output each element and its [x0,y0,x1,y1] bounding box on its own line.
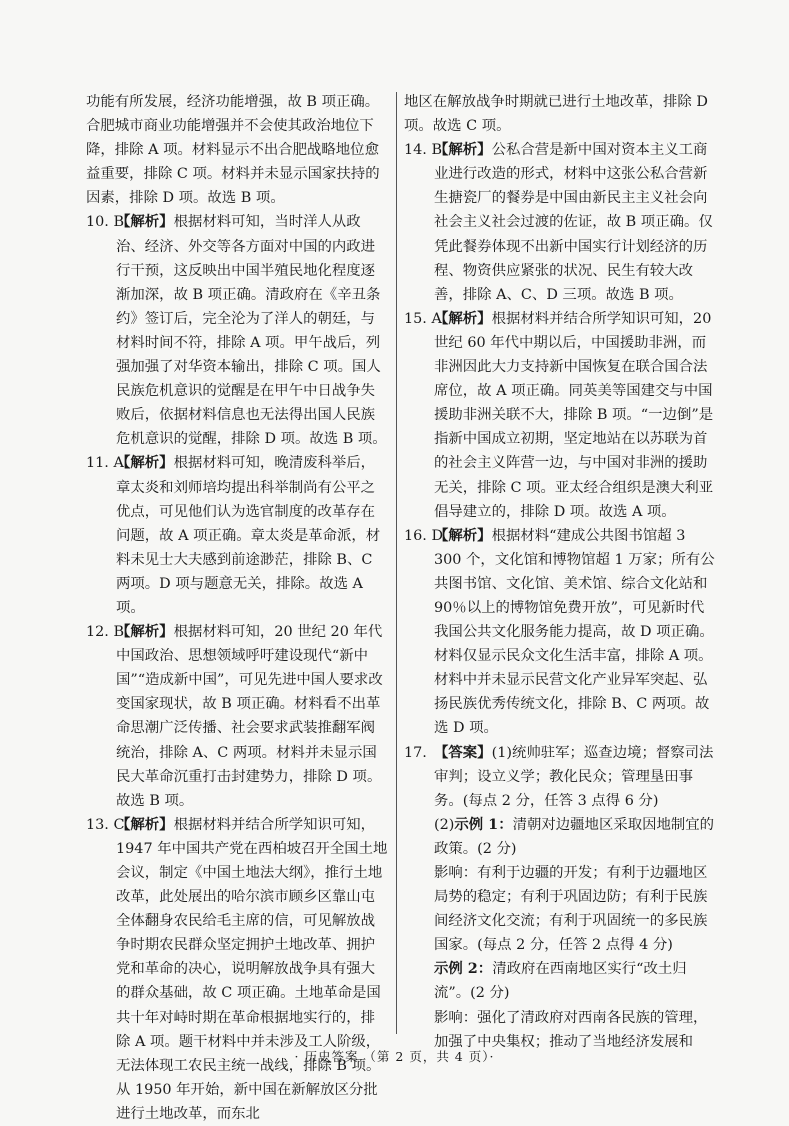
answer-text: 地区在解放战争时期就已进行土地改革，排除 D 项。故选 C 项。 [404,94,708,135]
right-column [404,90,716,1054]
answer-text: 公私合营是新中国对资本主义工商业进行改造的形式，材料中这张公私合营新生搪瓷厂的餐券是中国由新民主主义社会向社会主义社会过渡的佐证，故 B 项正确。仅凭此餐券体现不出新中国实行计划经济的历程、物资供应紧张的状况、民生有较大改善，排除 A、C、D 三项。故选 B 项。 [434,142,713,303]
answer-text: 根据材料并结合所学知识可知，1947 年中国共产党在西柏坡召开全国土地会议，制定《中国土地法大纲》，推行土地改革，此处展出的哈尔滨市顾乡区靠山屯全体翻身农民给毛主席的信，可见解放战争时期农民群众坚定拥护土地改革、拥护党和革命的决心，说明解放战争具有强大的群众基础，故 C 项正确。土地革命是国共十年对峙时期在革命根据地实行的，排除 A 项。题干材料中并未涉及工人阶级，无法体现工农民主统一战线，排除 B 项。从 1950 年开始，新中国在新解放区分批进行土地改革，而东北 [116,816,388,1122]
question-number: 14. B [404,142,443,159]
analysis-tag: 【解析】 [116,454,174,472]
analysis-tag: 【解析】 [434,309,492,327]
impact-text: 影响：有利于边疆的开发；有利于边疆地区局势的稳定；有利于巩固边防；有利于民族间经济文化交流；有利于巩固统一的多民族国家。(每点 2 分，任答 2 点得 4 分) [434,865,708,954]
answer-text: 清朝对边疆地区采取因地制宜的政策。(2 分) [434,816,715,857]
question-number: 16. D [404,527,443,544]
answer-text: (1)统帅驻军；巡查边境；督察司法审判；设立义学；教化民众；管理垦田事务。(每点 2 分，任答 3 点得 6 分) [434,744,714,809]
answer-entry [86,813,388,1126]
analysis-tag: 【解析】 [116,623,174,641]
question-number: 15. A [404,310,442,327]
answer-text: 根据材料可知，当时洋人从政治、经济、外交等各方面对中国的内政进行干预，这反映出中国半殖民地化程度逐渐加深，故 B 项正确。清政府在《辛丑条约》签订后，完全沦为了洋人的朝廷，与材料时间不符，排除 A 项。甲午战后，列强加强了对华资本输出，排除 C 项。国人民族危机意识的觉醒是在甲午中日战争失败后，依据材料信息也无法得出国人民族危机意识的觉醒，排除 D 项。故选 B 项。 [116,214,387,448]
answer-entry [404,524,716,741]
analysis-tag: 【解析】 [116,815,174,833]
answer-entry [404,307,716,524]
page-footer: · 历史答案 （第 2 页，共 4 页）· [294,1049,495,1064]
left-column [86,90,388,1126]
question-number: 10. B [86,214,125,231]
answer-tag: 【答案】 [434,743,492,761]
part-label: (2) [434,816,455,833]
answer-entry [86,620,388,813]
example-label: 示例 1： [454,815,513,833]
answer-text: 功能有所发展，经济功能增强，故 B 项正确。合肥城市商业功能增强并不会使其政治地位下降，排除 A 项。材料显示不出合肥战略地位愈益重要，排除 C 项。材料并未显示国家扶持的因素，排除 D 项。故选 B 项。 [86,94,380,207]
answer-entry-17 [404,741,716,1054]
answer-entry [404,138,716,307]
question-number: 17. [404,744,427,761]
answer-part-2 [434,813,716,861]
impact-text: 影响：强化了清政府对西南各民族的管理，加强了中央集权；推动了当地经济发展和 [434,1009,708,1050]
answer-entry [86,451,388,620]
question-number: 11. A [86,455,124,472]
question-number: 12. B [86,624,125,641]
column-divider [396,92,397,1034]
analysis-tag: 【解析】 [434,526,492,544]
answer-entry [86,210,388,451]
answer-text: 根据材料可知，晚清废科举后，章太炎和刘师培均提出科举制尚有公平之优点，可见他们认为选官制度的改革存在问题，故 A 项正确。章太炎是革命派，材料未见士大夫感到前途渺茫，排除 B、C 两项。D 项与题意无关，排除。故选 A 项。 [116,455,381,616]
answer-text: 根据材料“建成公共图书馆超 3 300 个，文化馆和博物馆超 1 万家；所有公共图书馆、文化馆、美术馆、综合文化站和 90％以上的博物馆免费开放”，可见新时代我国公共文化服务能力提高，故 D 项正确。材料仅显示民众文化生活丰富，排除 A 项。材料中并未显示民营文化产业异军突起、弘扬民族优秀传统文化，排除 B、C 两项。故选 D 项。 [434,527,715,737]
answer-entry [86,90,388,210]
analysis-tag: 【解析】 [116,213,174,231]
answer-text: 根据材料可知，20 世纪 20 年代中国政治、思想领域呼吁建设现代“新中国”“造成新中国”，可见先进中国人要求改变国家现状，故 B 项正确。材料看不出革命思潮广泛传播、社会要求武装推翻军阀统治，排除 A、C 两项。材料并未显示国民大革命沉重打击封建势力，排除 D 项。故选 B 项。 [116,624,383,809]
question-number: 13. C [86,816,125,833]
analysis-tag: 【解析】 [434,141,492,159]
answer-text: 清政府在西南地区实行“改土归流”。(2 分) [434,961,687,1002]
answer-example-2 [434,957,716,1005]
answer-entry [404,90,716,138]
answer-text: 根据材料并结合所学知识可知，20 世纪 60 年代中期以后，中国援助非洲，而非洲因此大力支持新中国恢复在联合国合法席位，故 A 项正确。同英美等国建交与中国援助非洲关联不大，排除 B 项。“一边倒”是指新中国成立初期，坚定地站在以苏联为首的社会主义阵营一边，与中国对非洲的援助无关，排除 C 项。亚太经合组织是澳大利亚倡导建立的，排除 D 项。故选 A 项。 [434,310,714,520]
example-label: 示例 2： [434,960,493,978]
answer-part-1 [434,741,716,813]
